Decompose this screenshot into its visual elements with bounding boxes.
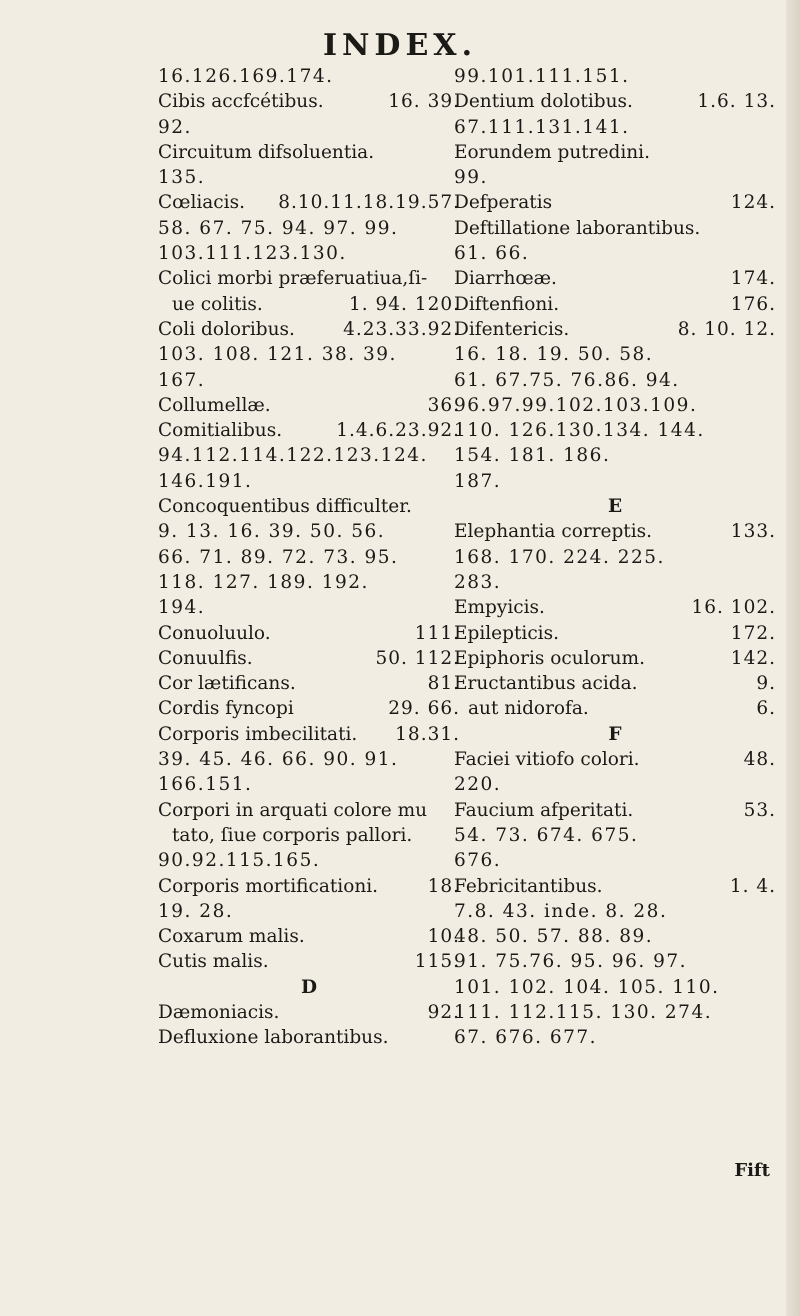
index-line	[454, 848, 776, 873]
index-entry-text: Eorundem putredini.	[454, 141, 650, 163]
index-line	[158, 393, 460, 418]
index-line	[158, 342, 460, 367]
page-references: 115.	[414, 951, 460, 973]
page-references: 8.10.11.18.19.57.	[278, 192, 460, 214]
index-entry-text: Defluxione laborantibus.	[158, 1027, 389, 1049]
page-references: 29. 66.	[388, 698, 460, 720]
page-references: 92.	[427, 1001, 460, 1023]
index-line	[454, 115, 776, 140]
index-entry-text: 66. 71. 89. 72. 73. 95.	[158, 546, 399, 568]
section-letter-text: F	[608, 723, 622, 745]
index-line	[158, 89, 460, 114]
index-entry-text: Cibis accfcétibus.	[158, 91, 324, 113]
index-line	[158, 848, 460, 873]
page-references: 124.	[730, 192, 776, 214]
index-line	[158, 1025, 460, 1050]
index-entry-text: Diarrhœæ.	[454, 268, 557, 290]
page-references: 174.	[730, 268, 776, 290]
index-line	[454, 899, 776, 924]
index-entry-text: 67. 676. 677.	[454, 1027, 598, 1049]
index-line	[454, 772, 776, 797]
index-line	[158, 621, 460, 646]
index-line	[158, 494, 460, 519]
page-references: 18.	[427, 875, 460, 897]
index-entry-text: 135.	[158, 167, 206, 189]
index-line	[158, 823, 460, 848]
index-entry-text: 67.111.131.141.	[454, 116, 630, 138]
section-letter	[454, 722, 776, 747]
index-line	[454, 949, 776, 974]
index-line	[454, 696, 776, 721]
index-line	[158, 368, 460, 393]
index-line	[158, 899, 460, 924]
index-entry-text: Febricitantibus.	[454, 875, 603, 897]
index-line	[158, 317, 460, 342]
index-entry-text: Diftenfioni.	[454, 293, 560, 315]
index-entry-text: 283.	[454, 571, 502, 593]
index-line	[158, 949, 460, 974]
index-entry-text: Colici morbi præferuatiua,ſi-	[158, 268, 428, 290]
page-references: 133.	[730, 521, 776, 543]
index-line	[158, 519, 460, 544]
index-line	[454, 165, 776, 190]
index-line	[454, 292, 776, 317]
index-entry-text: Conuoluulo.	[158, 622, 271, 644]
index-entry-text: Dæmoniacis.	[158, 1001, 280, 1023]
page-references: 16. 39.	[388, 91, 460, 113]
index-entry-text: aut nidorofa.	[468, 698, 589, 720]
page-references: 48.	[743, 749, 776, 771]
index-line	[158, 772, 460, 797]
index-entry-text: 167.	[158, 369, 206, 391]
index-line	[158, 190, 460, 215]
index-line	[158, 696, 460, 721]
index-entry-text: 166.151.	[158, 774, 253, 796]
index-entry-text: 61. 67.75. 76.86. 94.	[454, 369, 680, 391]
index-entry-text: Cordis fyncopi	[158, 698, 294, 720]
index-entry-text: 168. 170. 224. 225.	[454, 546, 665, 568]
index-entry-text: 194.	[158, 597, 206, 619]
index-entry-text: 92.	[158, 116, 192, 138]
index-line	[454, 469, 776, 494]
index-entry-text: 61. 66.	[454, 243, 530, 265]
index-entry-text: 146.191.	[158, 470, 253, 492]
index-line	[454, 975, 776, 1000]
index-entry-text: 101. 102. 104. 105. 110.	[454, 976, 720, 998]
index-line	[454, 747, 776, 772]
index-entry-text: 39. 45. 46. 66. 90. 91.	[158, 749, 399, 771]
index-entry-text: 9. 13. 16. 39. 50. 56.	[158, 521, 386, 543]
page-references: 4.23.33.92.	[343, 318, 460, 340]
index-line	[158, 924, 460, 949]
index-line	[158, 747, 460, 772]
index-line	[454, 671, 776, 696]
index-line	[158, 443, 460, 468]
index-entry-text: 103. 108. 121. 38. 39.	[158, 344, 397, 366]
index-line	[454, 621, 776, 646]
index-entry-text: 220.	[454, 774, 502, 796]
index-entry-text: Deftillatione laborantibus.	[454, 217, 701, 239]
index-entry-text: Conuulfis.	[158, 647, 253, 669]
index-entry-text: Eructantibus acida.	[454, 673, 638, 695]
page-references: 18.31.	[395, 723, 460, 745]
page-references: 1.6. 13.	[697, 91, 776, 113]
index-entry-text: 96.97.99.102.103.109.	[454, 394, 698, 416]
index-line	[454, 89, 776, 114]
index-line	[454, 570, 776, 595]
index-entry-text: 19. 28.	[158, 900, 234, 922]
index-entry-text: 91. 75.76. 95. 96. 97.	[454, 951, 688, 973]
index-entry-text: 676.	[454, 850, 502, 872]
index-line	[158, 646, 460, 671]
index-entry-text: 154. 181. 186.	[454, 445, 611, 467]
index-line	[158, 570, 460, 595]
page-references: 36.	[427, 394, 460, 416]
index-line	[454, 418, 776, 443]
index-line	[454, 64, 776, 89]
index-line	[454, 874, 776, 899]
page-references: 1. 94. 120.	[348, 293, 460, 315]
index-line	[454, 266, 776, 291]
index-entry-text: Cœliacis.	[158, 192, 245, 214]
index-entry-text: 58. 67. 75. 94. 97. 99.	[158, 217, 399, 239]
page-references: 53.	[743, 799, 776, 821]
index-line	[454, 443, 776, 468]
index-entry-text: Faciei vitiofo colori.	[454, 749, 640, 771]
section-letter	[454, 494, 776, 519]
index-entry-text: 187.	[454, 470, 502, 492]
index-line	[454, 1000, 776, 1025]
index-line	[454, 646, 776, 671]
index-line	[158, 140, 460, 165]
index-entry-text: Epilepticis.	[454, 622, 559, 644]
index-line	[454, 798, 776, 823]
index-entry-text: Comitialibus.	[158, 420, 283, 442]
section-letter-text: E	[607, 496, 623, 518]
page-references: 142.	[730, 647, 776, 669]
index-line	[454, 190, 776, 215]
index-entry-text: Empyicis.	[454, 597, 545, 619]
index-line	[158, 115, 460, 140]
index-entry-text: Cutis malis.	[158, 951, 269, 973]
page-references: 8. 10. 12.	[677, 318, 776, 340]
catchword: Fift	[734, 1160, 770, 1181]
page-references: 172.	[730, 622, 776, 644]
index-entry-text: Corpori in arquati colore mu	[158, 799, 428, 821]
index-line	[454, 342, 776, 367]
index-entry-text: 99.101.111.151.	[454, 66, 630, 87]
page-references: 1.4.6.23.92.	[336, 420, 460, 442]
index-entry-text: 94.112.114.122.123.124.	[158, 445, 428, 467]
index-entry-text: 99.	[454, 167, 488, 189]
index-line	[454, 519, 776, 544]
index-entry-text: Coxarum malis.	[158, 926, 305, 948]
index-entry-text: Difentericis.	[454, 318, 570, 340]
index-line	[158, 241, 460, 266]
page-references: 10.	[427, 926, 460, 948]
index-entry-text: 16. 18. 19. 50. 58.	[454, 344, 654, 366]
index-line	[454, 924, 776, 949]
index-line	[158, 292, 460, 317]
index-line	[158, 64, 460, 89]
index-line	[158, 545, 460, 570]
index-line	[454, 241, 776, 266]
index-line	[454, 545, 776, 570]
index-entry-text: 111. 112.115. 130. 274.	[454, 1001, 713, 1023]
index-entry-text: Collumellæ.	[158, 394, 271, 416]
left-column	[158, 64, 460, 1051]
index-line	[158, 671, 460, 696]
section-letter-text: D	[300, 976, 318, 998]
index-line	[454, 140, 776, 165]
index-entry-text: Cor lætificans.	[158, 673, 296, 695]
index-line	[454, 216, 776, 241]
page-references: 6.	[756, 698, 776, 720]
index-entry-text: 16.126.169.174.	[158, 66, 334, 87]
index-entry-text: 90.92.115.165.	[158, 850, 321, 872]
index-entry-text: Epiphoris oculorum.	[454, 647, 645, 669]
page-references: 50. 112.	[375, 647, 460, 669]
index-line	[158, 874, 460, 899]
index-entry-text: Corporis mortificationi.	[158, 875, 379, 897]
index-line	[454, 595, 776, 620]
index-line	[158, 1000, 460, 1025]
page-references: 1. 4.	[729, 875, 776, 897]
index-entry-text: Faucium afperitati.	[454, 799, 634, 821]
index-entry-text: Elephantia correptis.	[454, 521, 653, 543]
index-entry-text: 7.8. 43. inde. 8. 28.	[454, 900, 668, 922]
index-line	[454, 393, 776, 418]
index-entry-text: Concoquentibus difficulter.	[158, 496, 412, 518]
page-references: 176.	[730, 293, 776, 315]
section-letter	[158, 975, 460, 1000]
right-column	[454, 64, 776, 1051]
index-line	[454, 1025, 776, 1050]
index-entry-text: Corporis imbecilitati.	[158, 723, 358, 745]
index-line	[454, 823, 776, 848]
index-line	[158, 595, 460, 620]
page-title: INDEX.	[322, 28, 478, 63]
index-line	[158, 266, 460, 291]
index-entry-text: ue colitis.	[172, 293, 263, 315]
index-entry-text: Dentium dolotibus.	[454, 91, 633, 113]
index-entry-text: Circuitum difsoluentia.	[158, 141, 375, 163]
page-references: 16. 102.	[691, 597, 776, 619]
index-entry-text: Defperatis	[454, 192, 553, 214]
index-entry-text: 54. 73. 674. 675.	[454, 824, 639, 846]
page-references: 111.	[414, 622, 460, 644]
index-line	[158, 418, 460, 443]
index-line	[158, 798, 460, 823]
index-entry-text: 103.111.123.130.	[158, 243, 347, 265]
index-entry-text: 110. 126.130.134. 144.	[454, 420, 705, 442]
index-line	[454, 317, 776, 342]
index-entry-text: 118. 127. 189. 192.	[158, 571, 369, 593]
index-line	[158, 469, 460, 494]
index-entry-text: Coli doloribus.	[158, 318, 295, 340]
index-line	[158, 165, 460, 190]
index-line	[158, 216, 460, 241]
page-edge-shadow	[786, 0, 800, 1316]
page-references: 9.	[756, 673, 776, 695]
page-references: 81.	[427, 673, 460, 695]
index-line	[158, 722, 460, 747]
index-entry-text: 48. 50. 57. 88. 89.	[454, 926, 654, 948]
index-line	[454, 368, 776, 393]
index-entry-text: tato, ſiue corporis pallori.	[172, 824, 413, 846]
